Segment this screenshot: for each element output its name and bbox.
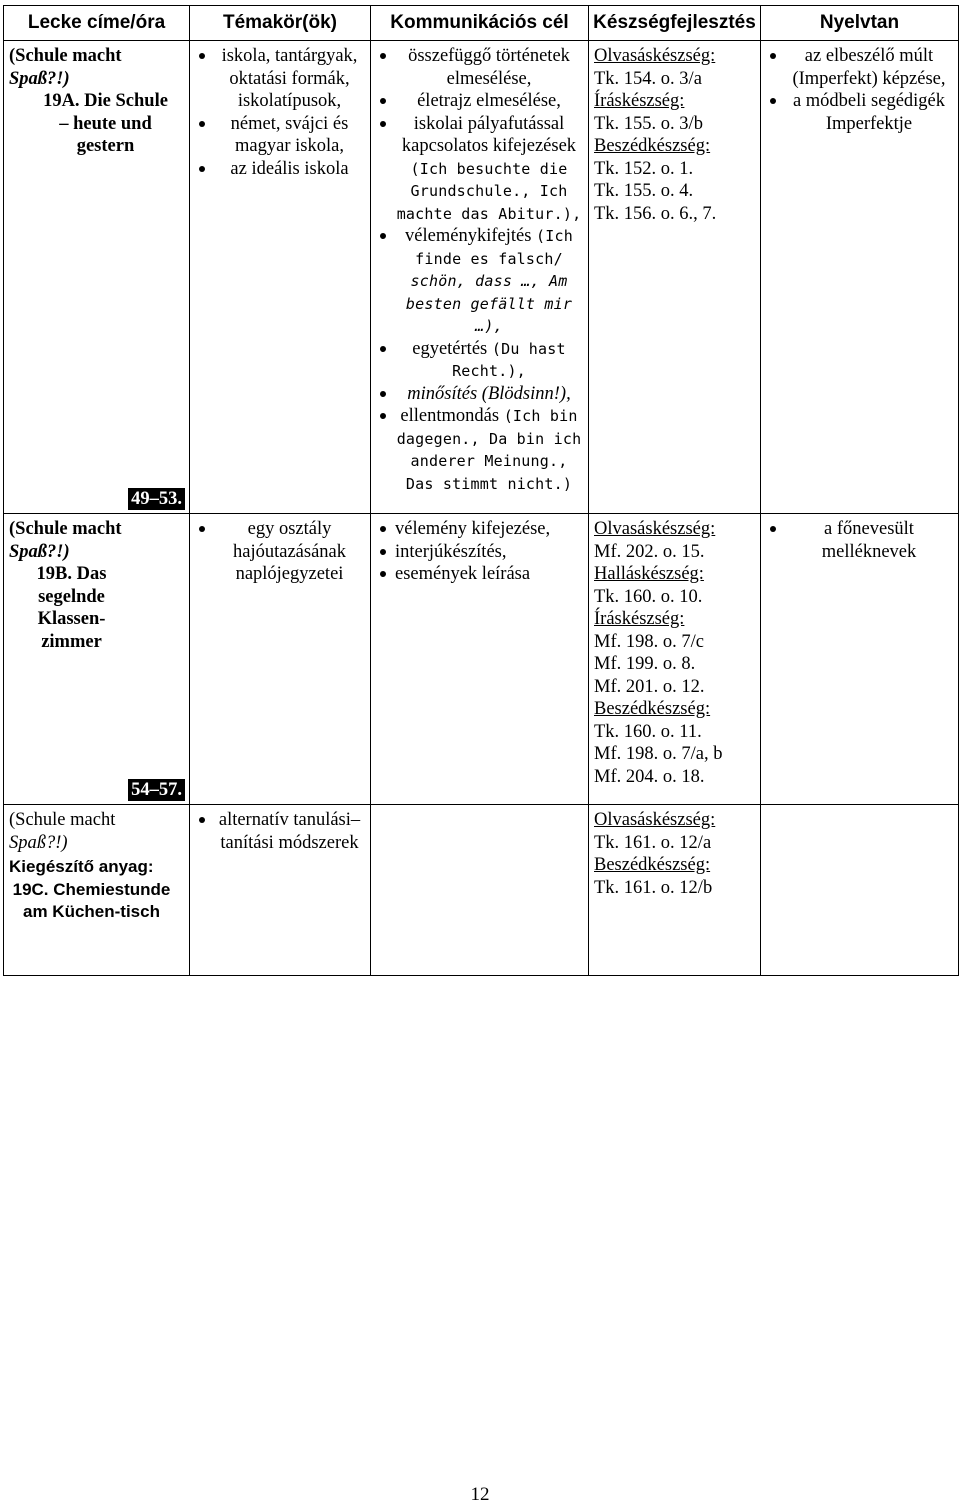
- page-number: 12: [470, 1484, 490, 1505]
- skill-label: Íráskészség:: [594, 91, 685, 111]
- list-item: minősítés (Blödsinn!),: [395, 383, 583, 406]
- lesson-series: (Schule macht Spaß?!): [9, 810, 116, 853]
- list-item: iskola, tantárgyak, oktatási formák, iskolatípusok,: [214, 45, 365, 113]
- lesson-title: 19A. Die Schule – heute und gestern: [43, 91, 168, 156]
- list-item: interjúkészítés,: [395, 541, 583, 564]
- table-row: [4, 805, 959, 976]
- lesson-cell: [4, 41, 190, 514]
- topics-cell: [190, 805, 371, 976]
- list-item: életrajz elmesélése,: [395, 90, 583, 113]
- skill-label: Beszédkészség:: [594, 855, 711, 875]
- lesson-cell: [4, 514, 190, 805]
- communication-cell: [371, 41, 589, 514]
- skill-ref: Tk. 152. o. 1.: [594, 158, 694, 179]
- lesson-cell: [4, 805, 190, 976]
- skill-label: Beszédkészség:: [594, 136, 711, 156]
- table-row: [4, 514, 959, 805]
- skill-label: Olvasáskészség:: [594, 810, 716, 830]
- grammar-cell: [761, 41, 959, 514]
- lesson-title: 19B. Das segelnde Klassen-zimmer: [36, 564, 107, 652]
- skill-label: Beszédkészség:: [594, 699, 711, 719]
- list-item: egy osztály hajóutazásának naplójegyzetei: [214, 518, 365, 586]
- skill-ref: Mf. 198. o. 7/c: [594, 631, 704, 652]
- skill-label: Halláskészség:: [594, 564, 704, 584]
- list-item: az ideális iskola: [214, 158, 365, 181]
- header-lesson: Lecke címe/óra: [4, 6, 190, 41]
- skill-ref: Tk. 156. o. 6., 7.: [594, 203, 717, 224]
- skill-ref: Tk. 161. o. 12/a: [594, 832, 712, 853]
- list-item: vélemény kifejezése,: [395, 518, 583, 541]
- header-skills: Készségfejlesztés: [589, 6, 761, 41]
- skill-ref: Mf. 204. o. 18.: [594, 766, 705, 787]
- skill-ref: Tk. 160. o. 11.: [594, 721, 702, 742]
- list-item: a főnevesült melléknevek: [785, 518, 953, 563]
- skill-ref: Mf. 199. o. 8.: [594, 654, 696, 674]
- list-item: véleménykifejtés (Ich finde es falsch/ schön, dass …, Am besten gefällt mir …),: [395, 225, 583, 338]
- skill-ref: Tk. 155. o. 3/b: [594, 113, 703, 134]
- list-item: német, svájci és magyar iskola,: [214, 113, 365, 158]
- skill-ref: Tk. 160. o. 10.: [594, 586, 703, 607]
- grammar-cell: [761, 514, 959, 805]
- header-grammar: Nyelvtan: [761, 6, 959, 41]
- skill-ref: Mf. 198. o. 7/a, b: [594, 744, 723, 764]
- lesson-series: (Schule macht Spaß?!): [9, 519, 122, 562]
- skill-ref: Tk. 161. o. 12/b: [594, 877, 713, 898]
- skill-label: Íráskészség:: [594, 609, 685, 629]
- list-item: összefüggő történetek elmesélése,: [395, 45, 583, 90]
- lesson-pages: 54–57.: [128, 779, 185, 801]
- skills-cell: [589, 41, 761, 514]
- skill-ref: Mf. 202. o. 15.: [594, 541, 705, 562]
- topics-cell: [190, 41, 371, 514]
- header-communication: Kommunikációs cél: [371, 6, 589, 41]
- list-item: az elbeszélő múlt (Imperfekt) képzése,: [785, 45, 953, 90]
- header-topics: Témakör(ök): [190, 6, 371, 41]
- curriculum-table: [3, 5, 959, 976]
- skill-ref: Mf. 201. o. 12.: [594, 676, 705, 697]
- skill-label: Olvasáskészség:: [594, 519, 716, 539]
- list-item: egyetértés (Du hast Recht.),: [395, 338, 583, 383]
- lesson-title: 19C. Chemiestunde am Küchen-tisch: [12, 879, 171, 921]
- communication-cell: [371, 514, 589, 805]
- lesson-pages: 49–53.: [128, 488, 185, 510]
- lesson-series: (Schule macht Spaß?!): [9, 46, 122, 89]
- list-item: ellentmondás (Ich bin dagegen., Da bin ich anderer Meinung., Das stimmt nicht.): [395, 405, 583, 495]
- list-item: a módbeli segédigék Imperfektje: [785, 90, 953, 135]
- topics-cell: [190, 514, 371, 805]
- list-item: alternatív tanulási– tanítási módszerek: [214, 809, 365, 854]
- skills-cell: [589, 805, 761, 976]
- communication-cell: [371, 805, 589, 976]
- lesson-extra: Kiegészítő anyag:: [9, 857, 154, 876]
- list-item: események leírása: [395, 563, 583, 586]
- skill-ref: Tk. 154. o. 3/a: [594, 68, 702, 89]
- skills-cell: [589, 514, 761, 805]
- header-row: [4, 6, 959, 41]
- grammar-cell: [761, 805, 959, 976]
- table-row: [4, 41, 959, 514]
- list-item: iskolai pályafutással kapcsolatos kifejezések (Ich besuchte die Grundschule., Ich machte das Abitur.),: [395, 113, 583, 226]
- skill-label: Olvasáskészség:: [594, 46, 716, 66]
- skill-ref: Tk. 155. o. 4.: [594, 181, 694, 201]
